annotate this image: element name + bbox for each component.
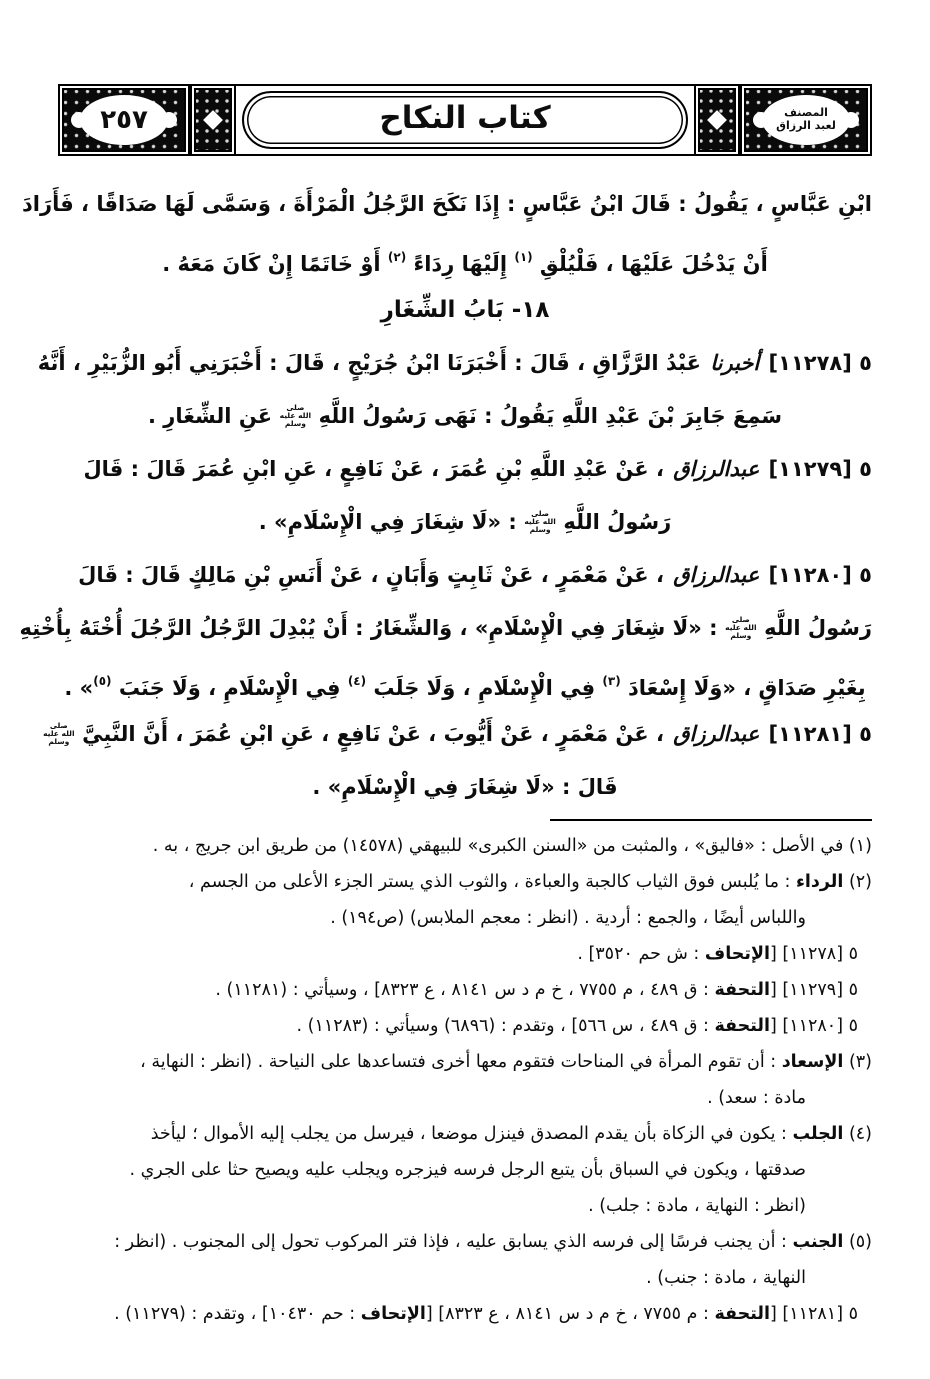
text-line	[58, 1080, 872, 1116]
publisher-seal-text: المصنف	[784, 106, 828, 120]
book-title: كتاب النكاح	[379, 99, 551, 136]
text-segment: مادة : سعد) .	[707, 1088, 806, 1108]
text-segment: أَوْ خَاتَمًا إِنْ كَانَ مَعَهُ .	[162, 252, 388, 276]
text-segment: ٥ [١١٢٨١]	[761, 722, 872, 746]
text-segment: ٥ [١١٢٧٨] [	[769, 944, 858, 964]
text-segment: بِغَيْرِ صَدَاقٍ ، «وَلَا إِسْعَادَ	[620, 676, 866, 700]
text-segment: أخبرنا	[710, 351, 760, 375]
publisher-seal-box	[740, 84, 872, 156]
text-segment: ٥ [١١٢٨٠]	[761, 563, 872, 587]
intro-paragraph	[22, 178, 872, 284]
text-line	[43, 708, 872, 761]
ornament-square	[190, 86, 236, 154]
ornament-square	[694, 86, 740, 154]
hadith-paragraph-11278	[37, 337, 872, 443]
salawat-mark: صلى الله عليه وسلم	[43, 721, 75, 746]
text-line	[58, 1152, 872, 1188]
text-line	[58, 443, 872, 496]
text-segment: (٣)	[843, 1052, 872, 1072]
text-segment: ٥ [١١٢٨٠] [	[769, 1016, 858, 1036]
text-segment: الإتحاف	[704, 944, 770, 964]
page-number-box	[58, 84, 190, 156]
publisher-seal-text: لعبد الرزاق	[776, 119, 836, 132]
text-segment: فِي الْإِسْلَامِ ، وَلَا جَلَبَ	[366, 676, 603, 700]
text-segment: ٥ [١١٢٧٩] [	[769, 980, 858, 1000]
text-segment: الإتحاف	[360, 1304, 426, 1324]
text-segment: (٣)	[602, 674, 621, 688]
text-line	[58, 900, 872, 936]
text-segment: ، عَنْ عَبْدِ اللَّهِ بْنِ عُمَرَ ، عَنْ نَافِعٍ ، عَنِ ابْنِ عُمَرَ قَالَ : قَالَ	[83, 457, 672, 481]
text-segment: أَنْ يَدْخُلَ عَلَيْهَا ، فَلْيُلْقِ	[532, 252, 768, 276]
text-segment: صدقتها ، ويكون في السباق بأن يتبع الرجل فرسه فيزجره ويجلب عليه ويصيح حثا على الجري .	[129, 1160, 806, 1180]
text-segment: سَمِعَ جَابِرَ بْنَ عَبْدِ اللَّهِ يَقُولُ : نَهَى رَسُولُ اللَّهِ	[311, 404, 783, 428]
text-segment: : ش حم ٣٥٢٠] .	[577, 944, 705, 964]
text-segment: عبدالرزاق	[673, 563, 760, 587]
section-heading: ١٨- بَابُ الشِّغَارِ	[380, 297, 550, 323]
text-segment: التحفة	[714, 1016, 770, 1036]
text-line	[58, 655, 872, 708]
text-segment: النهاية ، مادة : جنب) .	[646, 1268, 806, 1288]
text-line	[58, 1044, 872, 1080]
text-segment: الإسعاد	[781, 1052, 844, 1072]
text-segment: ٥ [١١٢٧٨]	[761, 351, 872, 375]
text-line	[22, 178, 872, 231]
text-segment: : ما يُلبس فوق الثياب كالجبة والعباءة ، والثوب الذي يستر الجزء الأعلى من الجسم ،	[188, 872, 796, 892]
text-segment: رَسُولُ اللَّهِ	[756, 616, 872, 640]
text-segment: الجنب	[792, 1232, 844, 1252]
text-line	[58, 231, 872, 284]
text-segment: : أن يجنب فرسًا إلى فرسه الذي يسابق عليه ، فإذا فتر المركوب تحول إلى المجنوب . (انظر :	[114, 1232, 793, 1252]
text-segment: عَنِ الشِّغَارِ .	[147, 404, 280, 428]
text-segment: ، عَنْ مَعْمَرٍ ، عَنْ ثَابِتٍ وَأَبَانٍ ، عَنْ أَنَسِ بْنِ مَالِكٍ قَالَ : قَالَ	[78, 563, 672, 587]
salawat-mark: صلى الله عليه وسلم	[524, 509, 556, 534]
main-text-section	[19, 178, 872, 814]
title-cartouche	[242, 91, 688, 149]
text-segment: ٥ [١١٢٨١] [	[769, 1304, 858, 1324]
text-segment: قَالَ : «لَا شِغَارَ فِي الْإِسْلَامِ» .	[312, 775, 618, 799]
text-segment: : أن تقوم المرأة في المناحات فتقوم معها أخرى فتساعدها على النياحة . (انظر : النهاية ،	[140, 1052, 782, 1072]
text-segment: : ق ٤٨٩ ، س ٥٦٦] ، وتقدم : (٦٨٩٦) وسيأتي : (١١٢٨٣) .	[296, 1016, 715, 1036]
text-line	[19, 602, 872, 655]
text-line	[58, 549, 872, 602]
text-segment: ابْنِ عَبَّاسٍ ، يَقُولُ : قَالَ ابْنُ عَبَّاسٍ : إِذَا نَكَحَ الرَّجُلُ الْمَرْأَةَ ، وَسَمَّى لَهَا صَدَاقًا ، فَأَرَادَ	[22, 192, 872, 216]
text-segment: عبدالرزاق	[673, 722, 760, 746]
text-segment: » .	[64, 676, 94, 700]
hadith-paragraph-11279	[58, 443, 872, 549]
text-line	[58, 1224, 872, 1260]
text-segment: (٤)	[843, 1124, 872, 1144]
text-line	[58, 1296, 872, 1332]
text-segment: (٥)	[93, 674, 112, 688]
text-segment: (١)	[514, 250, 533, 264]
text-line	[58, 828, 872, 864]
hadith-paragraph-11280	[19, 549, 872, 708]
text-segment: عَبْدُ الرَّزَّاقِ ، قَالَ : أَخْبَرَنَا ابْنُ جُرَيْجٍ ، قَالَ : أَخْبَرَنِي أَبُو الزُّبَيْرِ ، أَنَّهُ	[37, 351, 709, 375]
text-segment: إِلَيْهَا رِدَاءً	[406, 252, 515, 276]
text-line	[58, 390, 872, 443]
text-segment: (انظر : النهاية ، مادة : جلب) .	[588, 1196, 806, 1216]
text-segment: (٥)	[843, 1232, 872, 1252]
text-segment: فِي الْإِسْلَامِ ، وَلَا جَنَبَ	[111, 676, 348, 700]
text-segment: : حم ١٠٤٣٠] ، وتقدم : (١١٢٧٩) .	[114, 1304, 361, 1324]
text-segment: التحفة	[714, 1304, 770, 1324]
text-line	[58, 496, 872, 549]
text-line	[58, 972, 872, 1008]
text-segment: الجلب	[792, 1124, 844, 1144]
hadith-paragraph-11281	[43, 708, 872, 814]
header-middle	[190, 84, 740, 156]
text-line	[58, 1116, 872, 1152]
text-segment: : ق ٤٨٩ ، م ٧٧٥٥ ، خ م د س ٨١٤١ ، ع ٨٣٢٣] ، وسيأتي : (١١٢٨١) .	[215, 980, 715, 1000]
text-line	[58, 936, 872, 972]
text-segment: : م ٧٧٥٥ ، خ م د س ٨١٤١ ، ع ٨٣٢٣] [	[425, 1304, 715, 1324]
text-line	[58, 864, 872, 900]
salawat-mark: صلى الله عليه وسلم	[279, 403, 312, 428]
text-segment: : «لَا شِغَارَ فِي الْإِسْلَامِ» ، وَالشِّغَارُ : أَنْ يُبْدِلَ الرَّجُلُ الرَّجُلَ أُخْتَهُ بِأُخْتِهِ	[19, 616, 725, 640]
publisher-seal-medallion	[762, 95, 850, 145]
text-segment: (٢)	[843, 872, 872, 892]
header-band	[58, 84, 872, 156]
page-number-medallion	[80, 95, 168, 145]
footnotes-section	[58, 828, 872, 1332]
text-segment: واللباس أيضًا ، والجمع : أردية . (انظر : معجم الملابس) (ص١٩٤) .	[330, 908, 806, 928]
text-line	[58, 1188, 872, 1224]
footnote-separator	[550, 819, 872, 821]
text-line	[58, 761, 872, 814]
text-line	[58, 1008, 872, 1044]
text-segment: ٥ [١١٢٧٩]	[761, 457, 872, 481]
text-segment: (٢)	[387, 250, 407, 264]
text-segment: رَسُولُ اللَّهِ	[556, 510, 672, 534]
text-segment: (١) في الأصل : «فاليق» ، والمثبت من «السنن الكبرى» للبيهقي (١٤٥٧٨) من طريق ابن جريج ، به .	[152, 836, 872, 856]
page-number: ٢٥٧	[100, 105, 148, 135]
text-segment: التحفة	[714, 980, 770, 1000]
text-segment: ، عَنْ مَعْمَرٍ ، عَنْ أَيُّوبَ ، عَنْ نَافِعٍ ، عَنِ ابْنِ عُمَرَ ، أَنَّ النَّبِيَّ	[74, 722, 672, 746]
text-line	[58, 1260, 872, 1296]
text-segment: : «لَا شِغَارَ فِي الْإِسْلَامِ» .	[258, 510, 525, 534]
text-line	[37, 337, 872, 390]
text-segment: الرداء	[795, 872, 844, 892]
text-segment: (٤)	[347, 674, 367, 688]
text-segment: عبدالرزاق	[673, 457, 760, 481]
salawat-mark: صلى الله عليه وسلم	[725, 615, 757, 640]
text-segment: : يكون في الزكاة بأن يقدم المصدق فينزل موضعا ، فيرسل من يجلب إليه الأموال ؛ ليأخذ	[150, 1124, 793, 1144]
